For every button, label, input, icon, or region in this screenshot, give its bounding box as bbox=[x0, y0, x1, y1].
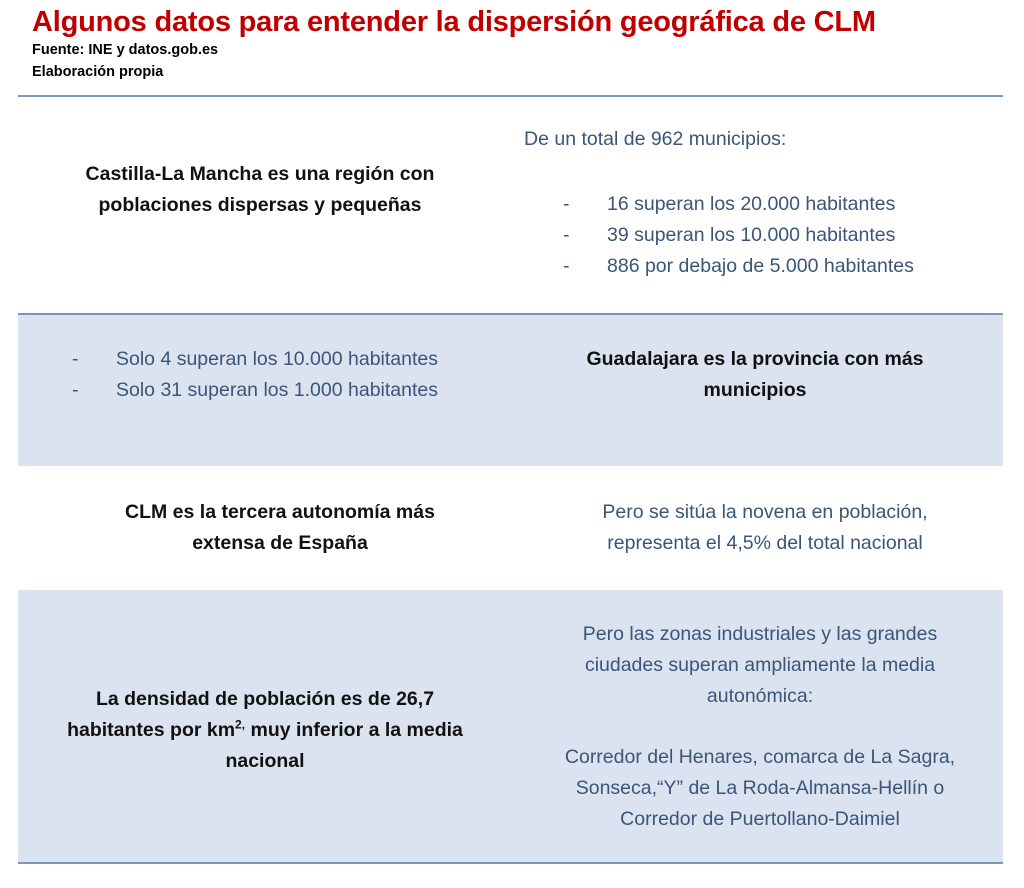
text-line: Corredor del Henares, comarca de La Sagra, bbox=[564, 745, 956, 768]
header bbox=[32, 6, 876, 83]
row4-left-text bbox=[30, 680, 500, 780]
credit-label: Elaboración propia bbox=[32, 64, 164, 80]
text-line: Pero las zonas industriales y las grandes bbox=[582, 622, 938, 645]
row4-right-intro bbox=[510, 620, 1010, 710]
source-label: Fuente: INE y datos.gob.es bbox=[32, 42, 219, 58]
row1-left-text bbox=[30, 150, 490, 230]
text-line: Corredor de Puertollano-Daimiel bbox=[620, 807, 900, 830]
text-line: ciudades superan ampliamente la media bbox=[584, 653, 936, 676]
text-line: Pero se sitúa la novena en población, bbox=[602, 501, 928, 523]
text-line: municipios bbox=[703, 379, 807, 401]
header-divider bbox=[18, 95, 1003, 97]
bottom-divider bbox=[18, 862, 1003, 864]
list-item: - 16 superan los 20.000 habitantes bbox=[563, 193, 896, 215]
page-title: Algunos datos para entender la dispersión geográfica de CLM bbox=[32, 6, 876, 38]
text-line: CLM es la tercera autonomía más bbox=[125, 501, 435, 523]
row2-bullet-list bbox=[72, 344, 438, 406]
text-line: habitantes por $km^{2,}$ muy inferior a la media bbox=[67, 717, 463, 741]
text-line: Castilla-La Mancha es una región con bbox=[85, 163, 435, 185]
text-line: Sonseca,“Y” de La Roda-Almansa-Hellín o bbox=[575, 776, 945, 799]
text-line: representa el 4,5% del total nacional bbox=[607, 532, 923, 554]
list-item: - Solo 4 superan los 10.000 habitantes bbox=[72, 348, 438, 370]
row3-left-text bbox=[50, 488, 510, 568]
row1-bullet-list bbox=[563, 189, 914, 282]
row3-right-text bbox=[520, 488, 1010, 568]
text-line: autonómica: bbox=[706, 684, 814, 707]
text-line: poblaciones dispersas y pequeñas bbox=[98, 194, 422, 216]
list-item: - Solo 31 superan los 1.000 habitantes bbox=[72, 379, 438, 401]
text-line: nacional bbox=[225, 749, 305, 772]
text-line: extensa de España bbox=[192, 532, 368, 554]
row2-right-text bbox=[510, 335, 1000, 415]
row4-right-detail bbox=[510, 742, 1010, 834]
list-item: - 39 superan los 10.000 habitantes bbox=[563, 224, 896, 246]
text-line: Guadalajara es la provincia con más bbox=[586, 348, 924, 370]
row1-intro: De un total de 962 municipios: bbox=[524, 128, 787, 150]
text-line: La densidad de población es de 26,7 bbox=[95, 687, 435, 710]
list-item: - 886 por debajo de 5.000 habitantes bbox=[563, 255, 914, 277]
